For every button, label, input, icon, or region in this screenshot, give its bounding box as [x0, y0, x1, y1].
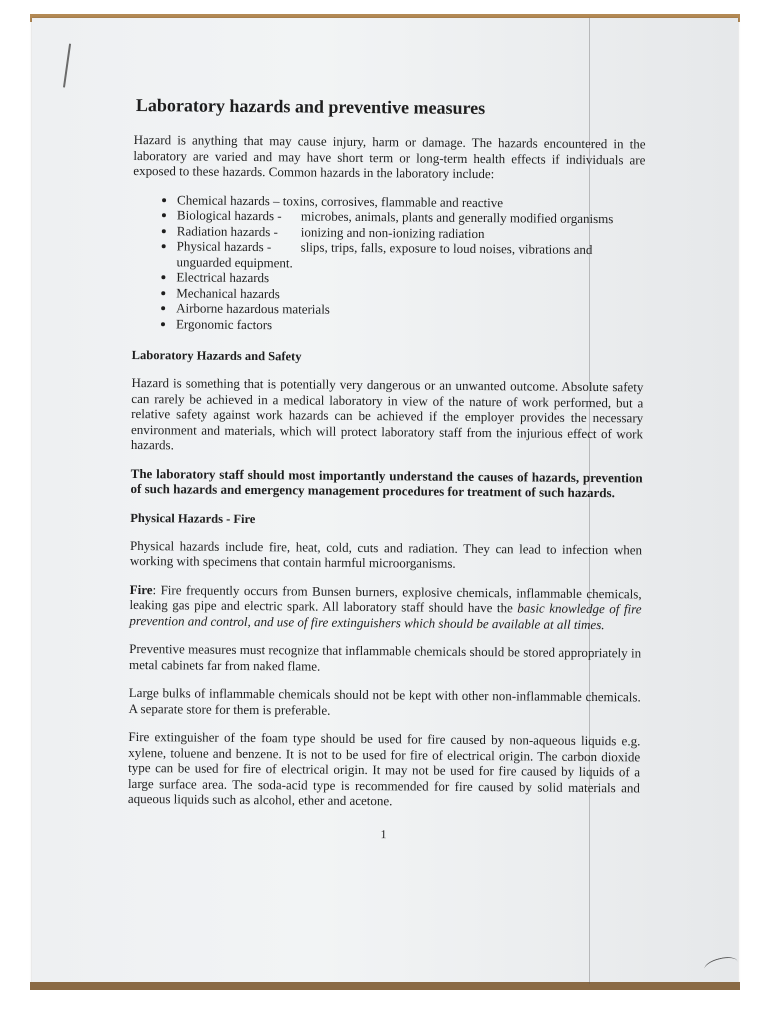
list-item: • Radiation hazards - ionizing and non-ionizing radiation [177, 223, 645, 243]
list-item: • Mechanical hazards [176, 285, 644, 305]
paragraph: Preventive measures must recognize that inflammable chemicals should be stored appropriately in metal cabinets far from naked flame. [128, 640, 642, 674]
fire-paragraph: Fire: Fire frequently occurs from Bunsen burners, explosive chemicals, inflammable chemicals, leaking gas pipe and electric spark. All laboratory staff should have the basic knowledge of fire prevention and control, and use of fire extinguishers which should be available at all times. [129, 581, 642, 632]
section-heading: Physical Hazards - Fire [130, 510, 256, 526]
list-item: • Ergonomic factors [176, 316, 644, 336]
document-body [127, 94, 645, 844]
hazard-list [132, 191, 645, 335]
list-item: • Biological hazards - microbes, animals, plants and generally modified organisms [177, 207, 645, 227]
paragraph: Hazard is something that is potentially very dangerous or an unwanted outcome. Absolute safety can rarely be achieved in a medical laboratory in view of the nature of work performed, but a relative safety against work hazards can be achieved if the employer provides the necessary environment and materials, which will protect laboratory staff from the injurious effect of work hazards. [130, 374, 644, 453]
list-item: • Electrical hazards [176, 269, 644, 289]
page-number: 1 [380, 826, 387, 841]
list-item: • Physical hazards - slips, trips, falls, exposure to loud noises, vibrations and unguarded equipment. [176, 238, 644, 273]
section-heading: Laboratory Hazards and Safety [131, 347, 302, 364]
paragraph: Fire extinguisher of the foam type should be used for fire caused by non-aqueous liquids e.g. xylene, toluene and benzene. It is not to be used for fire of electrical origin. The carbon dioxide type can be used for fire of electrical origin. It may not be used for fire caused by liquids of a large surface area. The soda-acid type is recommended for fire caused by solid materials and aqueous liquids such as alcohol, ether and acetone. [127, 728, 641, 809]
intro-paragraph: Hazard is anything that may cause injury, harm or damage. The hazards encountered in the laboratory are varied and may have short term or long-term health effects if individuals are exposed to these hazards. Common hazards in the laboratory include: [133, 131, 646, 182]
paragraph: Large bulks of inflammable chemicals should not be kept with other non-inflammable chemicals. A separate store for them is preferable. [128, 684, 641, 718]
document-title: Laboratory hazards and preventive measures [135, 95, 486, 119]
paragraph: Physical hazards include fire, heat, cold, cuts and radiation. They can lead to infection when working with specimens that contain harmful microorganisms. [129, 537, 643, 571]
table-surface-bottom [30, 982, 740, 990]
list-item: • Chemical hazards – toxins, corrosives, flammable and reactive [177, 192, 645, 212]
list-item: • Airborne hazardous materials [176, 300, 644, 320]
emphasis-paragraph: The laboratory staff should most importantly understand the causes of hazards, prevention of such hazards and emergency management procedures for treatment of such hazards. [130, 465, 643, 501]
